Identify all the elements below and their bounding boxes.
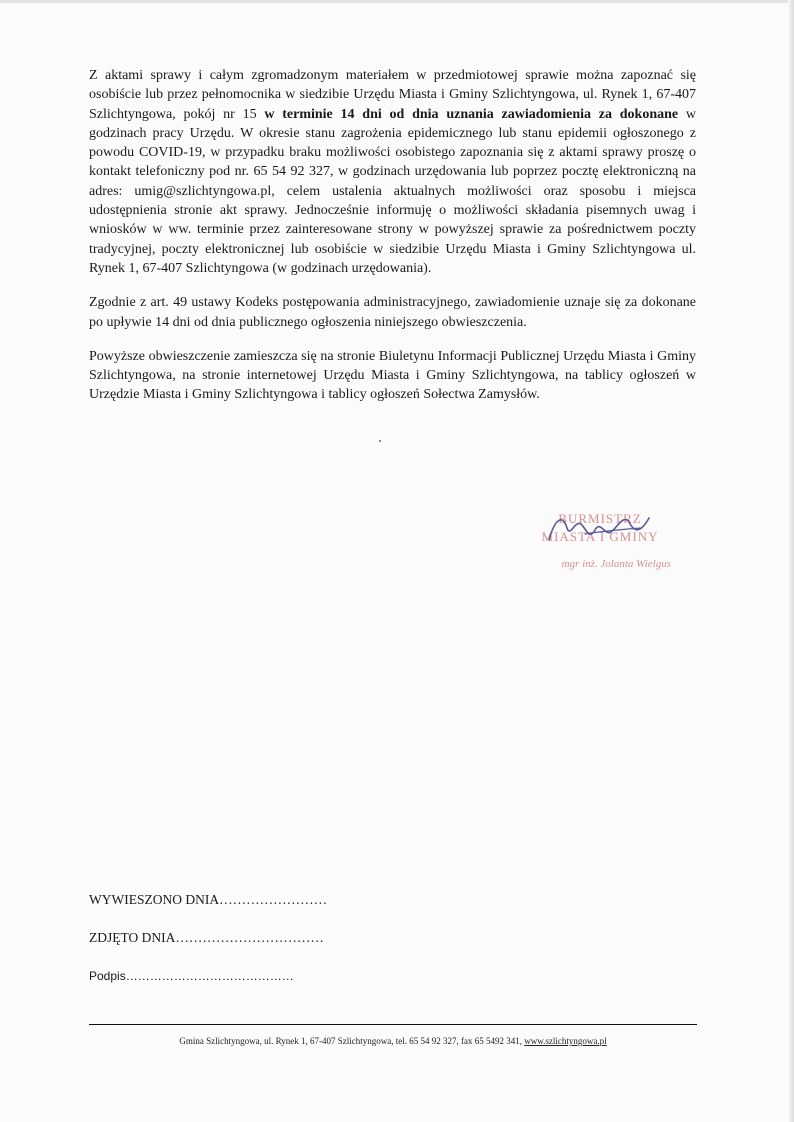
paragraph-text-continued: w godzinach pracy Urzędu. W okresie stanu zagrożenia epidemicznego lub stanu epidemii ogłoszonego z powodu COVID-19, w przypadku braku możliwości osobistego zapoznania się z aktami sprawy proszę o kontakt telefoniczny pod nr. 65 54 92 327, w godzinach urzędowania lub poprzez pocztę elektroniczną na adres: umig@szlichtyngowa.pl, celem ustalenia aktualnych możliwości oraz sposobu i miejsca udostępnienia stronie akt sprawy. Jednocześnie informuję o możliwości składania pisemnych uwag i wniosków w ww. terminie przez zainteresowane strony w powyższej sprawie za pośrednictwem poczty tradycyjnej, poczty elektronicznej lub osobiście w siedzibie Urzędu Miasta i Gminy Szlichtyngowa ul. Rynek 1, 67-407 Szlichtyngowa (w godzinach urzędowania). bbox=[89, 106, 696, 276]
signature-field: Podpis…………………………………… bbox=[89, 969, 294, 983]
footer-address: Gmina Szlichtyngowa, ul. Rynek 1, 67-407 Szlichtyngowa, tel. 65 54 92 327, fax 65 5492 341, bbox=[179, 1036, 525, 1046]
page-top-edge bbox=[0, 0, 794, 3]
signature-block bbox=[515, 510, 685, 570]
deadline-bold-text: w terminie 14 dni od dnia uznania zawiadomienia za dokonane bbox=[264, 106, 679, 122]
footer bbox=[89, 1036, 697, 1046]
paragraph-publication: Powyższe obwieszczenie zamieszcza się na stronie Biuletynu Informacji Publicznej Urzędu Miasta i Gminy Szlichtyngowa, na stronie internetowej Urzędu Miasta i Gminy Szlichtyngowa, na tablicy ogłoszeń w Urzędzie Miasta i Gminy Szlichtyngowa i tablicy ogłoszeń Sołectwa Zamysłów. bbox=[89, 348, 696, 403]
paragraph-text: Z aktami sprawy i całym zgromadzonym materiałem w przedmiotowej sprawie można zapoznać się osobiście lub przez pełnomocnika w siedzibie Urzędu Miasta i Gminy Szlichtyngowa, ul. Rynek 1, 67-407 Szlichtyngowa, pokój nr 15 bbox=[89, 68, 696, 122]
signature-role-line2: MIASTA I GMINY bbox=[541, 529, 659, 544]
paragraph-access-to-files bbox=[89, 66, 696, 278]
posting-fields bbox=[89, 890, 409, 1004]
document-body bbox=[89, 66, 696, 420]
signature-name: mgr inż. Jolanta Wielgus bbox=[561, 558, 671, 570]
removed-date-field: ZDJĘTO DNIA…………………………… bbox=[89, 930, 324, 945]
footer-website-link[interactable]: www.szlichtyngowa.pl bbox=[524, 1036, 607, 1046]
scan-speck bbox=[379, 440, 381, 442]
footer-rule bbox=[89, 1024, 697, 1025]
paragraph-art-49: Zgodnie z art. 49 ustawy Kodeks postępowania administracyjnego, zawiadomienie uznaje się za dokonane po upływie 14 dni od dnia publicznego ogłoszenia niniejszego obwieszczenia. bbox=[89, 295, 696, 330]
posted-date-field: WYWIESZONO DNIA…………………… bbox=[89, 892, 328, 907]
handwritten-signature-icon bbox=[545, 510, 655, 550]
page-right-edge bbox=[788, 0, 794, 1122]
signature-role-line1: BURMISTRZ bbox=[558, 511, 642, 526]
